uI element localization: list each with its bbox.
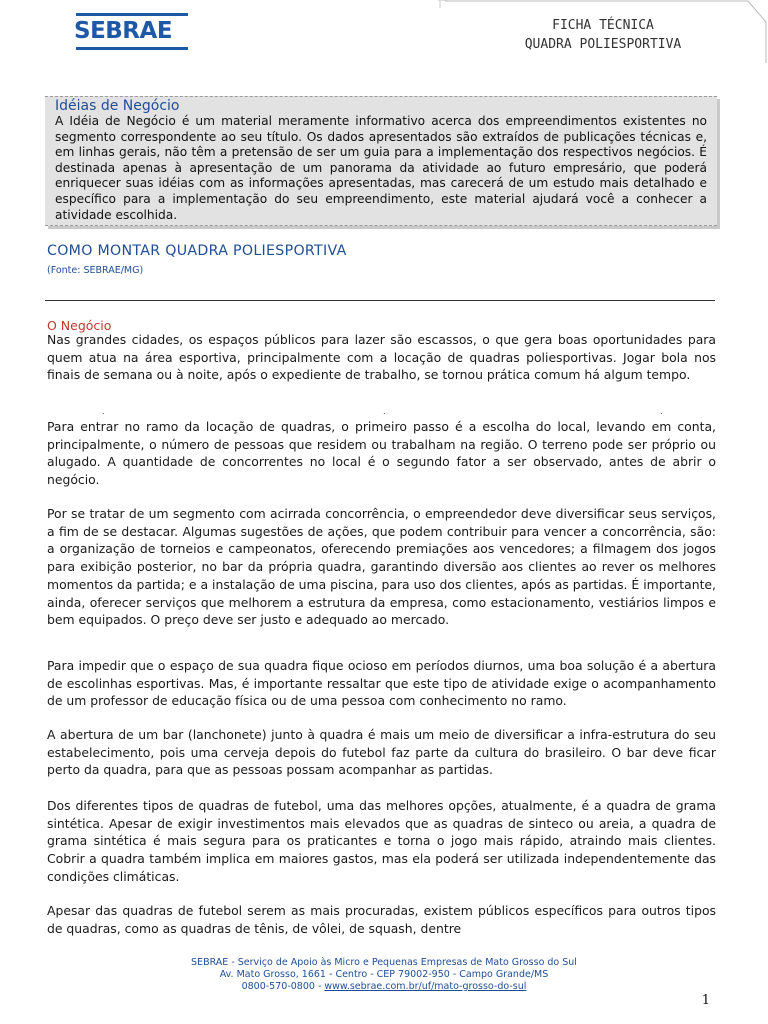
footer-line-1: SEBRAE - Serviço de Apoio às Micro e Pequenas Empresas de Mato Grosso do Sul: [191, 957, 577, 968]
title-divider: [45, 300, 715, 301]
footer-line-2: Av. Mato Grosso, 1661 - Centro - CEP 79002-950 - Campo Grande/MS: [219, 969, 549, 980]
paragraph-1: Nas grandes cidades, os espaços públicos para lazer são escassos, o que gera boas oportunidades para quem atua na área esportiva, principalmente com a locação de quadras poliesportivas. Jogar bola nos finais de semana ou à noite, após o expediente de trabalho, se tornou prática comum há algum tempo.: [47, 332, 716, 383]
paragraph-7: Apesar das quadras de futebol serem as mais procuradas, existem públicos específicos para outros tipos de quadras, como as quadras de tênis, de vôlei, de squash, dentre: [47, 903, 716, 936]
info-box-title: Idéias de Negócio: [55, 98, 180, 114]
sebrae-logo: [74, 11, 192, 55]
footer-phone: 0800-570-0800 -: [241, 981, 325, 992]
footer-line-3: [0, 981, 768, 992]
stray-mark: .: [383, 407, 386, 416]
logo-text: SEBRAE: [74, 18, 173, 44]
header-tab: [438, 0, 768, 64]
page-header: [0, 0, 768, 68]
page-number: 1: [701, 993, 710, 1008]
source-note: (Fonte: SEBRAE/MG): [47, 265, 144, 276]
logo-top-bar: [76, 13, 188, 16]
paragraph-5: A abertura de um bar (lanchonete) junto à quadra é mais um meio de diversificar a infra-estrutura do seu estabelecimento, pois uma cerveja depois do futebol faz parte da cultura do brasileiro. O bar deve ficar perto da quadra, para que as pessoas possam acompanhar as partidas.: [47, 727, 716, 778]
paragraph-4: Para impedir que o espaço de sua quadra fique ocioso em períodos diurnos, uma boa solução é a abertura de escolinhas esportivas. Mas, é importante ressaltar que este tipo de atividade exige o acompanhamento de um professor de educação física ou de uma pessoa com conhecimento no ramo.: [47, 658, 716, 709]
info-box-text: A Idéia de Negócio é um material meramente informativo acerca dos empreendimentos existentes no segmento correspondente ao seu título. Os dados apresentados são extraídos de publicações técnicas e, em linhas gerais, não têm a pretensão de ser um guia para a implementação dos respectivos negócios. É destinada apenas à apresentação de um panorama da atividade ao futuro empresário, que poderá enriquecer suas idéias com as informações apresentadas, mas carecerá de um estudo mais detalhado e específico para a implementação do seu empreendimento, este material ajudará você a conhecer a atividade escolhida.: [55, 114, 707, 222]
footer-website-link[interactable]: www.sebrae.com.br/uf/mato-grosso-do-sul: [324, 981, 527, 992]
logo-bottom-bar: [76, 47, 188, 50]
section-subheading: O Negócio: [47, 318, 112, 333]
stray-mark: .: [660, 407, 663, 416]
header-title-line2: QUADRA POLIESPORTIVA: [524, 37, 682, 52]
stray-mark: .: [102, 407, 105, 416]
paragraph-6: Dos diferentes tipos de quadras de futebol, uma das melhores opções, atualmente, é a quadra de grama sintética. Apesar de exigir investimentos mais elevados que as quadras de sinteco ou areia, a quadra de grama sintética é mais segura para os praticantes e torna o jogo mais rápido, atraindo mais clientes. Cobrir a quadra também implica em maiores gastos, mas ela poderá ser utilizada independentemente das condições climáticas.: [47, 798, 716, 884]
paragraph-3: Por se tratar de um segmento com acirrada concorrência, o empreendedor deve diversificar seus serviços, a fim de se destacar. Algumas sugestões de ações, que podem contribuir para vencer a concorrência, são: a organização de torneios e campeonatos, oferecendo premiações aos vencedores; a filmagem dos jogos para exibição posterior, no bar da própria quadra, garantindo diversão aos clientes ao rever os melhores momentos da partida; e a instalação de uma piscina, para uso dos clientes, após as partidas. É importante, ainda, oferecer serviços que melhorem a estrutura da empresa, como estacionamento, vestiários limpos e bem equipados. O preço deve ser justo e adequado ao mercado.: [47, 506, 716, 628]
paragraph-2: Para entrar no ramo da locação de quadras, o primeiro passo é a escolha do local, levando em conta, principalmente, o número de pessoas que residem ou trabalham na região. O terreno pode ser próprio ou alugado. A quantidade de concorrentes no local é o segundo fator a ser observado, antes de abrir o negócio.: [47, 419, 716, 488]
page-title: COMO MONTAR QUADRA POLIESPORTIVA: [47, 243, 347, 259]
info-box: [45, 96, 717, 226]
header-title-line1: FICHA TÉCNICA: [552, 18, 654, 33]
